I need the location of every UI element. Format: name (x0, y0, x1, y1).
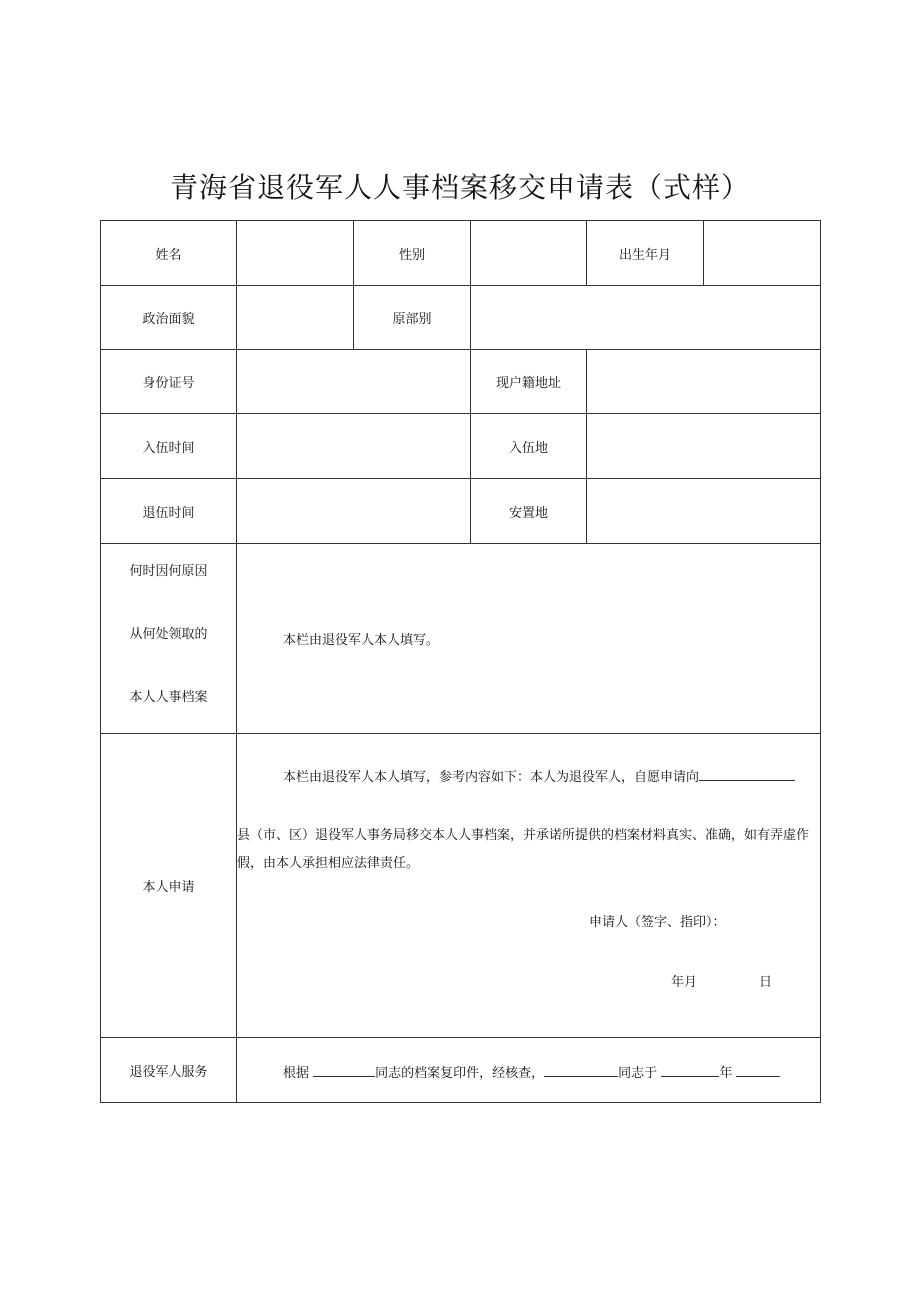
name-field[interactable] (237, 221, 354, 286)
retire-time-label: 退伍时间 (101, 479, 237, 544)
name-label: 姓名 (101, 221, 237, 286)
page-title: 青海省退役军人人事档案移交申请表（式样） (169, 171, 750, 204)
id-label: 身份证号 (101, 350, 237, 414)
apply-line-3: 假，由本人承担相应法律责任。 (237, 856, 420, 871)
birth-field[interactable] (704, 221, 821, 286)
apply-year-month: 年月 (671, 975, 698, 990)
enlist-place-label: 入伍地 (471, 414, 587, 479)
row-retire (101, 479, 821, 544)
id-field[interactable] (237, 350, 471, 414)
residence-label: 现户籍地址 (471, 350, 587, 414)
birth-label: 出生年月 (587, 221, 704, 286)
application-form-table (100, 220, 821, 1103)
row-service (101, 1038, 821, 1103)
service-label: 退役军人服务 (101, 1038, 237, 1103)
apply-signer: 申请人（签字、指印）： (589, 915, 726, 930)
row-political (101, 286, 821, 350)
political-field[interactable] (237, 286, 354, 350)
apply-label: 本人申请 (101, 734, 237, 1038)
gender-field[interactable] (471, 221, 587, 286)
reason-label-line-2: 从何处领取的 (129, 627, 208, 642)
enlist-time-field[interactable] (237, 414, 471, 479)
row-enlist (101, 414, 821, 479)
enlist-time-label: 入伍时间 (101, 414, 237, 479)
row-name (101, 221, 821, 286)
county-blank[interactable] (699, 764, 795, 781)
reason-label-line-3: 本人人事档案 (129, 690, 208, 705)
service-blank-1[interactable] (313, 1060, 375, 1077)
unit-field[interactable] (471, 286, 821, 350)
reason-label (101, 544, 237, 734)
apply-line-1: 本栏由退役军人本人填写，参考内容如下：本人为退役军人，自愿申请向 (283, 770, 700, 785)
service-text-2: 同志的档案复印件，经核查， (375, 1065, 545, 1081)
enlist-place-field[interactable] (587, 414, 821, 479)
placement-label: 安置地 (471, 479, 587, 544)
row-application (101, 734, 821, 1038)
apply-line-2: 县（市、区）退役军人事务局移交本人人事档案，并承诺所提供的档案材料真实、准确，如有弄虚作 (237, 828, 810, 843)
row-id (101, 350, 821, 414)
apply-day: 日 (759, 975, 773, 990)
retire-time-field[interactable] (237, 479, 471, 544)
placement-field[interactable] (587, 479, 821, 544)
political-label: 政治面貌 (101, 286, 237, 350)
service-blank-3[interactable] (661, 1060, 719, 1077)
service-text-3: 同志于 (618, 1065, 658, 1081)
service-blank-4[interactable] (736, 1060, 780, 1077)
residence-field[interactable] (587, 350, 821, 414)
gender-label: 性别 (354, 221, 471, 286)
service-text-1: 根据 (283, 1065, 310, 1081)
service-field (237, 1038, 821, 1103)
reason-field[interactable] (237, 544, 821, 734)
unit-label: 原部别 (354, 286, 471, 350)
apply-field[interactable] (237, 734, 821, 1038)
reason-note: 本栏由退役军人本人填写。 (283, 633, 440, 648)
service-text-4: 年 (719, 1065, 733, 1081)
reason-label-line-1: 何时因何原因 (129, 564, 208, 579)
service-blank-2[interactable] (544, 1060, 618, 1077)
row-reason (101, 544, 821, 734)
